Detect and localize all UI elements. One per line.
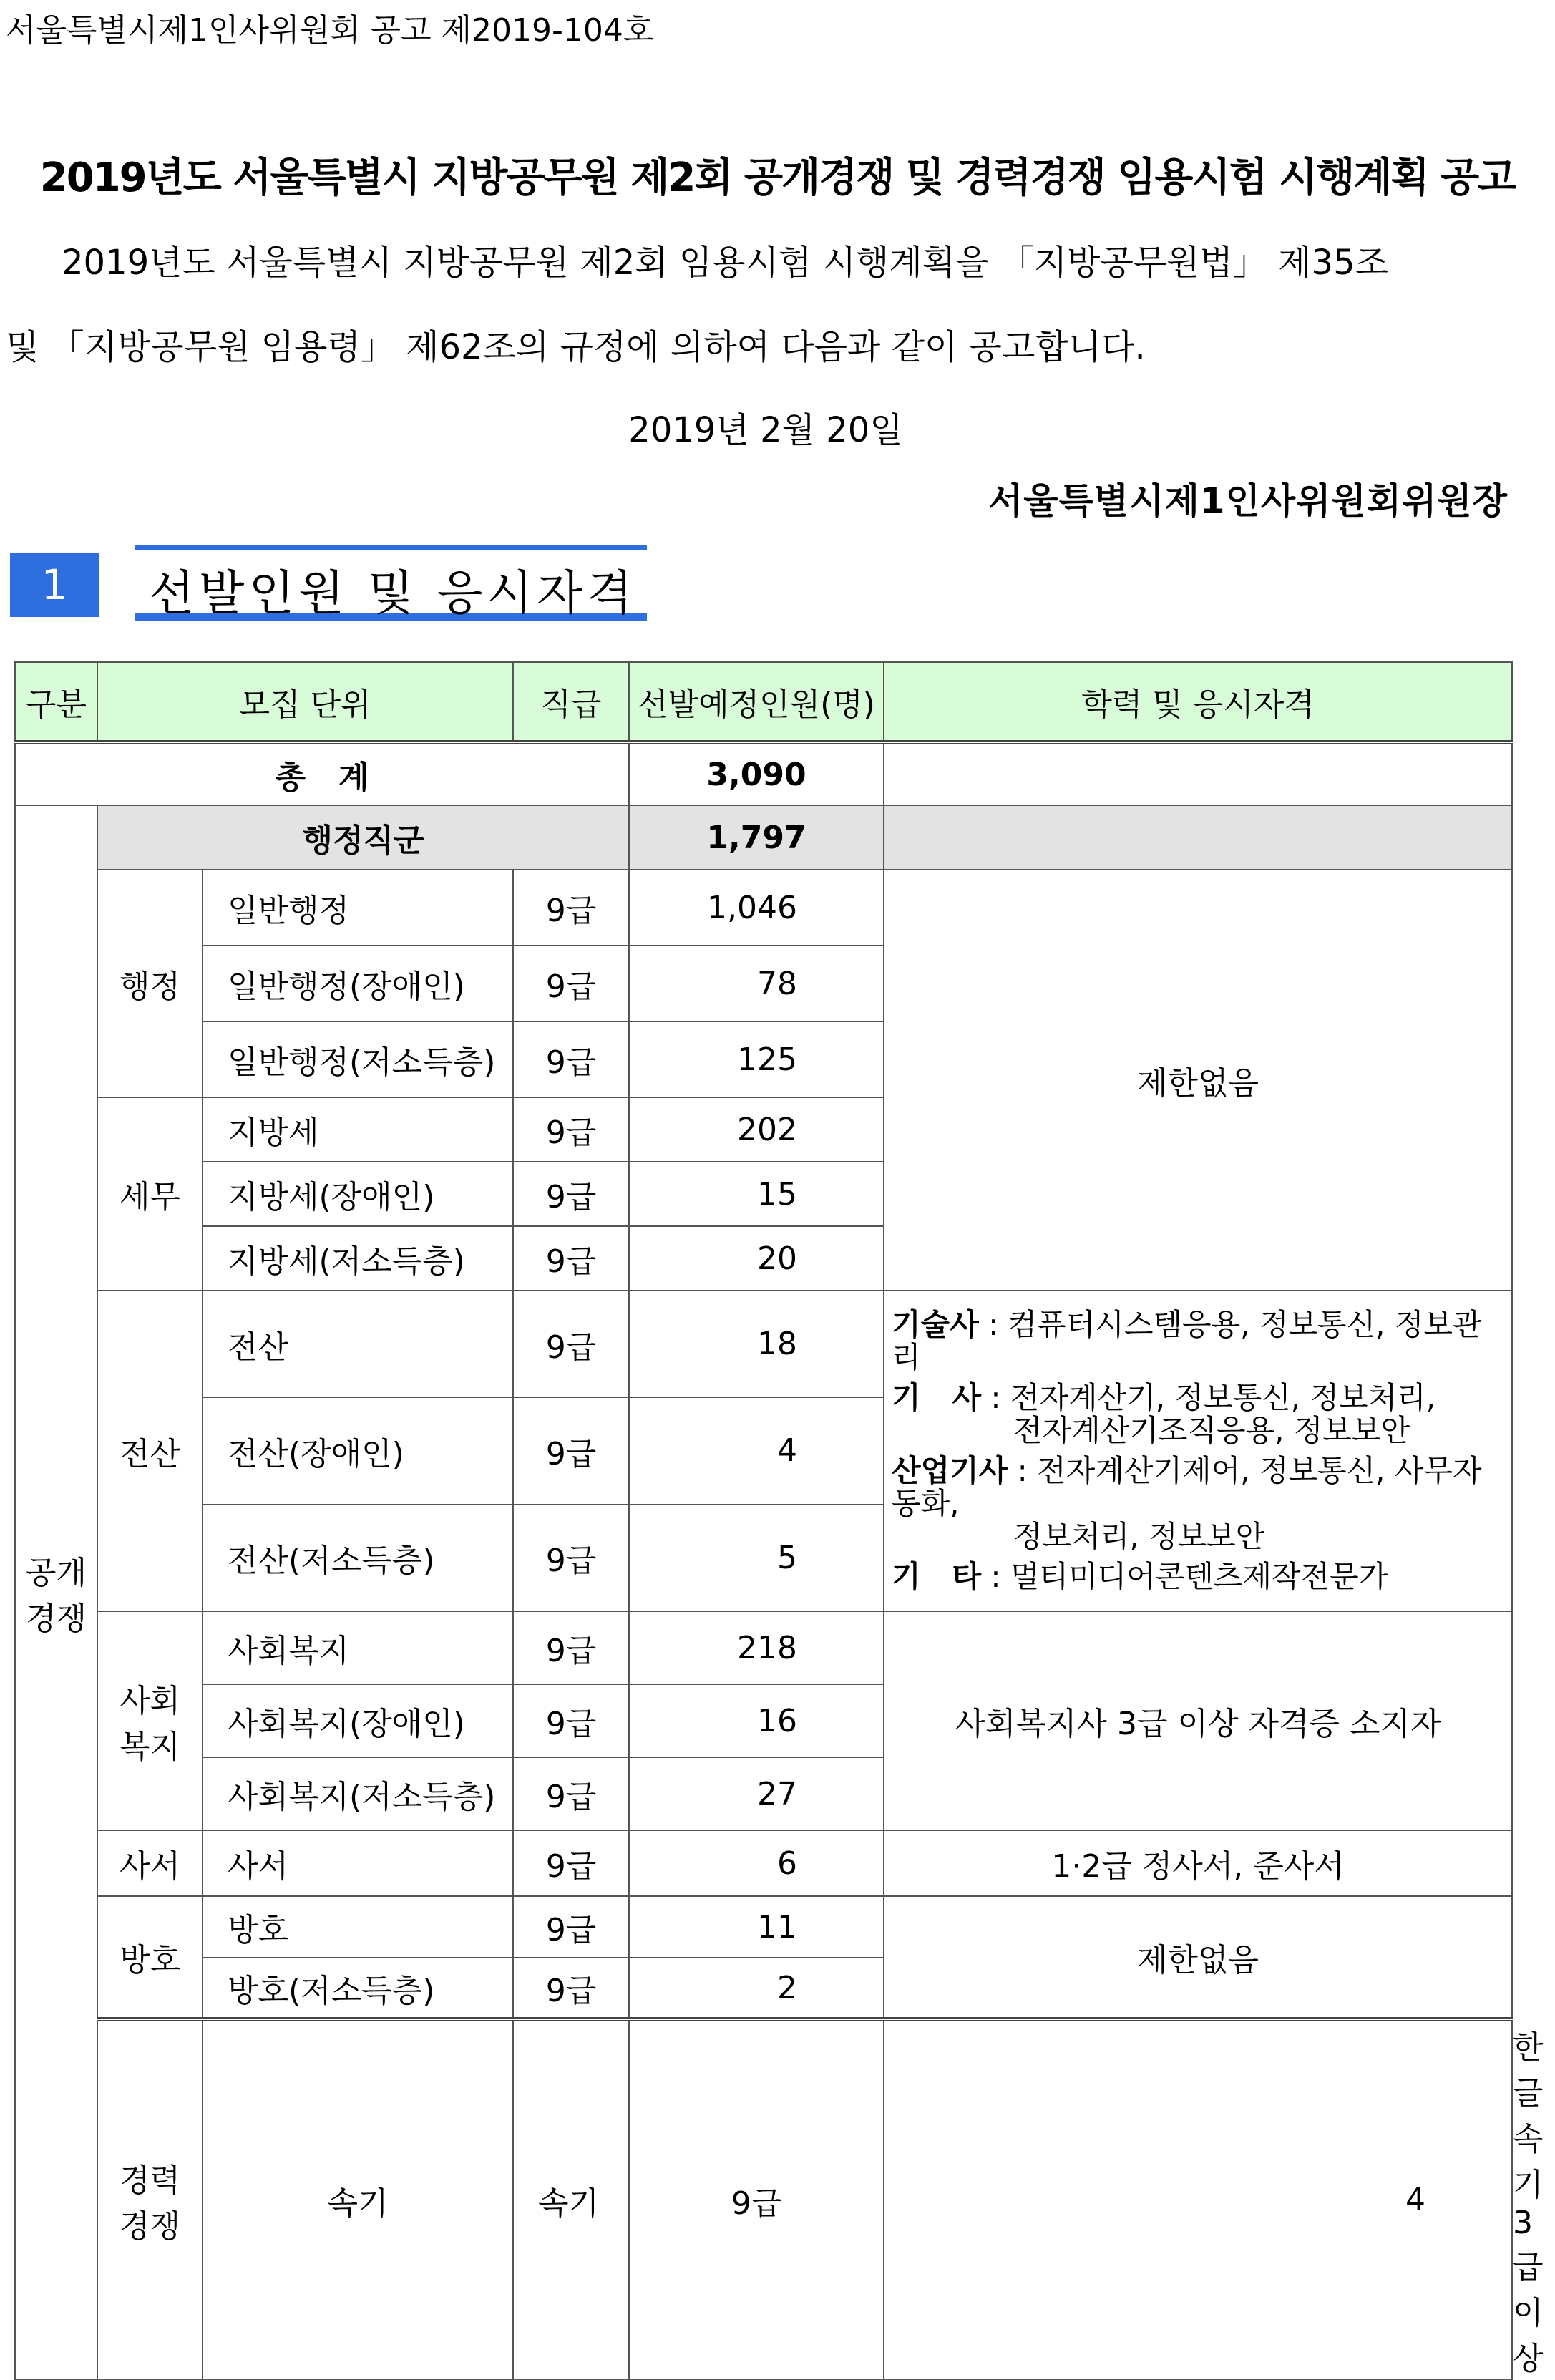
count-cell: 1,046 [629, 870, 884, 946]
count-cell: 2 [629, 1958, 884, 2019]
unit-cell: 사회복지 [203, 1611, 513, 1684]
qual-label: 기 사 [892, 1380, 982, 1415]
section-title: 선발인원 및 응시자격 [149, 565, 637, 621]
count-cell: 6 [629, 1830, 884, 1896]
header-qualification: 학력 및 응시자격 [884, 662, 1512, 742]
grade-cell: 9급 [513, 1097, 629, 1162]
qual-welfare: 사회복지사 3급 이상 자격증 소지자 [884, 1611, 1512, 1830]
qual-it [884, 1291, 1512, 1611]
grade-cell: 9급 [513, 1896, 629, 1958]
header-unit: 모집 단위 [97, 662, 513, 742]
sub-jeonsan: 전산 [97, 1291, 203, 1611]
unit-cell: 방호(저소득층) [203, 1958, 513, 2019]
table-row: 경력 경쟁 속기 속기 9급 4 한글속기 3급 이상 [15, 2019, 1512, 2379]
qual-it-tech [892, 1308, 1504, 1374]
qual-text: : 전자계산기, 정보통신, 정보처리, [990, 1380, 1436, 1415]
admin-label: 행정직군 [97, 805, 629, 870]
admin-value: 1,797 [629, 805, 884, 870]
qual-none-1: 제한없음 [884, 870, 1512, 1291]
count-cell: 202 [629, 1097, 884, 1162]
recruitment-table [14, 661, 1544, 2380]
grade-cell: 9급 [513, 1757, 629, 1830]
section-number: 1 [10, 553, 99, 617]
count-cell: 27 [629, 1757, 884, 1830]
grade-cell: 9급 [513, 1830, 629, 1896]
grade-cell: 9급 [513, 1226, 629, 1291]
unit-cell: 전산(장애인) [203, 1397, 513, 1504]
signature: 서울특별시제1인사위원회위원장 [988, 480, 1508, 522]
unit-cell: 전산 [203, 1291, 513, 1397]
qual-library: 1·2급 정사서, 준사서 [884, 1830, 1512, 1896]
admin-row [15, 805, 1512, 870]
grade-cell: 9급 [513, 1162, 629, 1226]
grade-cell: 9급 [513, 1684, 629, 1757]
qual-text: : 컴퓨터시스템응용, 정보통신, 정보관리 [892, 1307, 1482, 1375]
grade-cell: 9급 [513, 1021, 629, 1097]
count-cell: 11 [629, 1896, 884, 1958]
group-career: 경력 경쟁 [97, 2019, 203, 2379]
grade-cell: 9급 [513, 1291, 629, 1397]
sub-bangho: 방호 [97, 1896, 203, 2019]
grade-cell: 9급 [629, 2019, 884, 2379]
grade-cell: 9급 [513, 1397, 629, 1504]
qual-text: 정보처리, 정보보안 [1013, 1519, 1265, 1554]
unit-cell: 지방세(저소득층) [203, 1226, 513, 1291]
count-cell: 18 [629, 1291, 884, 1397]
unit-cell: 속기 [513, 2019, 629, 2379]
qual-text: : 전자계산기제어, 정보통신, 사무자동화, [892, 1453, 1482, 1521]
unit-cell: 사회복지(저소득층) [203, 1757, 513, 1830]
qual-label: 산업기사 [892, 1453, 1008, 1488]
unit-cell: 일반행정(장애인) [203, 946, 513, 1021]
table-row [15, 870, 1512, 946]
count-cell: 218 [629, 1611, 884, 1684]
count-cell: 5 [629, 1505, 884, 1611]
grade-cell: 9급 [513, 1505, 629, 1611]
count-cell: 4 [629, 1397, 884, 1504]
table-row [15, 1291, 1512, 1397]
qual-label: 기술사 [892, 1307, 979, 1342]
header-count: 선발예정인원(명) [629, 662, 884, 742]
unit-cell: 사회복지(장애인) [203, 1684, 513, 1757]
notice-date: 2019년 2월 20일 [628, 410, 903, 450]
sub-sokgi: 속기 [203, 2019, 513, 2379]
unit-cell: 일반행정(저소득층) [203, 1021, 513, 1097]
total-row [15, 742, 1512, 805]
unit-cell: 일반행정 [203, 870, 513, 946]
table-row [15, 1611, 1512, 1684]
table-row [15, 1830, 1512, 1896]
grade-cell: 9급 [513, 1611, 629, 1684]
count-cell: 78 [629, 946, 884, 1021]
count-cell: 16 [629, 1684, 884, 1757]
qual-it-engr [892, 1381, 1504, 1447]
sub-saseo: 사서 [97, 1830, 203, 1896]
sub-bokji: 사회 복지 [97, 1611, 203, 1830]
count-cell: 20 [629, 1226, 884, 1291]
admin-qual [884, 805, 1512, 870]
header-category: 구분 [15, 662, 97, 742]
grade-cell: 9급 [513, 870, 629, 946]
notice-number: 서울특별시제1인사위원회 공고 제2019-104호 [6, 12, 654, 49]
count-cell: 15 [629, 1162, 884, 1226]
qual-it-ind [892, 1454, 1504, 1553]
unit-cell: 지방세(장애인) [203, 1162, 513, 1226]
group-open: 공개 경쟁 [15, 805, 97, 2379]
qual-label: 기 타 [892, 1559, 982, 1594]
sub-semu: 세무 [97, 1097, 203, 1291]
section-heading [135, 545, 647, 621]
qual-text: 전자계산기조직응용, 정보보안 [1013, 1413, 1410, 1448]
qual-none-2: 제한없음 [884, 1896, 1512, 2019]
intro-line-2: 및 「지방공무원 임용령」 제62조의 규정에 의하여 다음과 같이 공고합니다. [6, 327, 1146, 367]
count-cell: 4 [884, 2019, 1512, 2379]
grade-cell: 9급 [513, 946, 629, 1021]
table-row [15, 1896, 1512, 1958]
intro-line-1: 2019년도 서울특별시 지방공무원 제2회 임용시험 시행계획을 「지방공무원법」 제35조 [62, 243, 1388, 283]
unit-cell: 지방세 [203, 1097, 513, 1162]
total-qual [884, 742, 1512, 805]
qual-text: : 멀티미디어콘텐츠제작전문가 [990, 1559, 1388, 1594]
total-value: 3,090 [629, 742, 884, 805]
count-cell: 125 [629, 1021, 884, 1097]
table-header-row [15, 662, 1512, 742]
document-title: 2019년도 서울특별시 지방공무원 제2회 공개경쟁 및 경력경쟁 임용시험 시행계획 공고 [39, 155, 1516, 201]
grade-cell: 9급 [513, 1958, 629, 2019]
sub-haengjeong: 행정 [97, 870, 203, 1097]
qual-it-etc [892, 1560, 1504, 1593]
header-grade: 직급 [513, 662, 629, 742]
unit-cell: 사서 [203, 1830, 513, 1896]
total-label: 총 계 [15, 742, 629, 805]
unit-cell: 방호 [203, 1896, 513, 1958]
unit-cell: 전산(저소득층) [203, 1505, 513, 1611]
